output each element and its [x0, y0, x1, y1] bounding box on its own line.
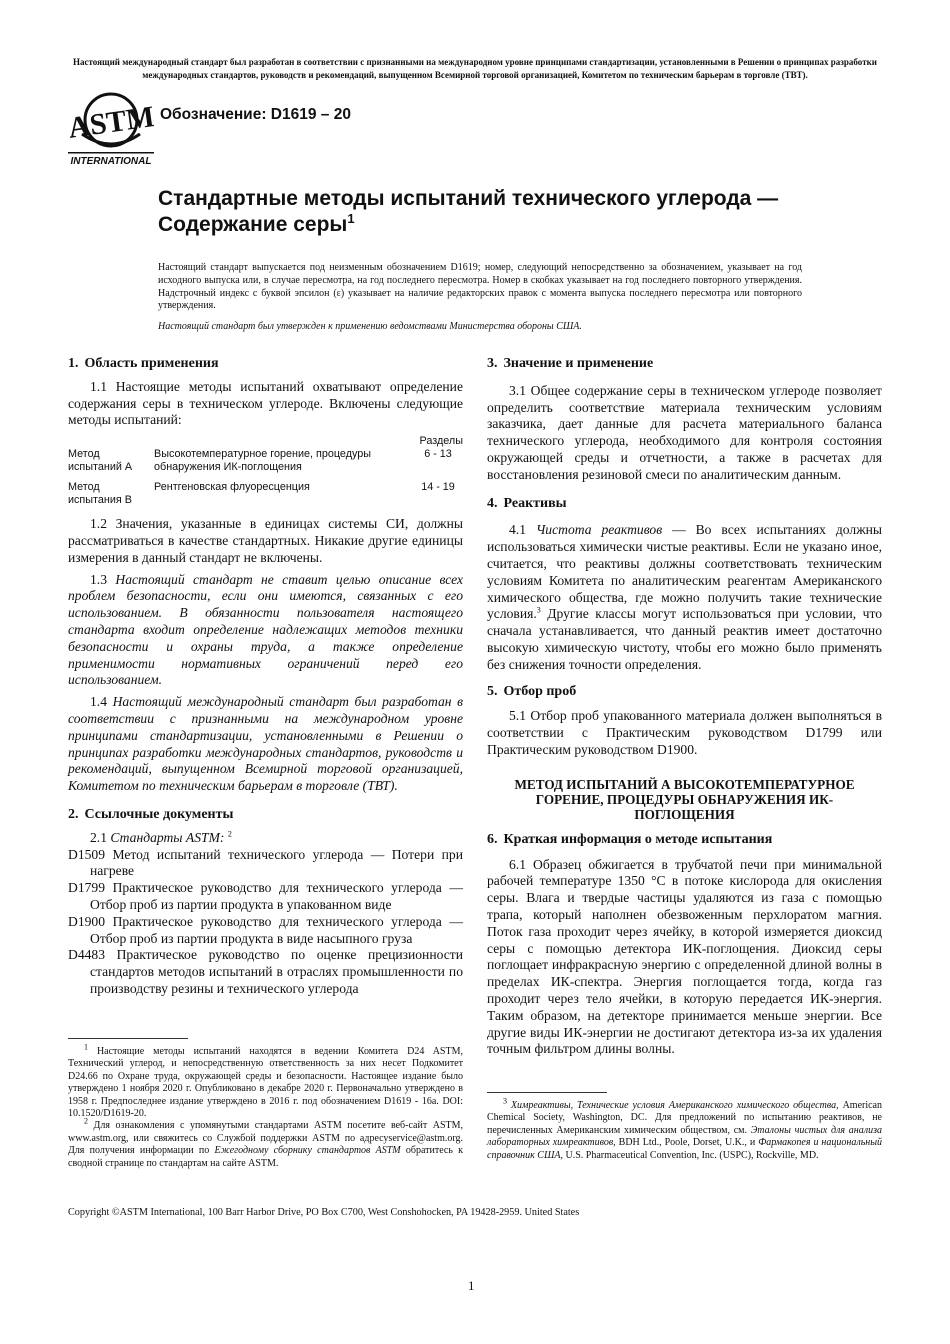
footnotes-left [68, 1042, 464, 1170]
paragraph-2-1: 2.1 Стандарты ASTM: $^2$ [90, 829, 232, 845]
footnote-rule-right [487, 1092, 607, 1093]
paragraph-6-1: 6.1 Образец обжигается в трубчатой печи при минимальной рабочей температуре 1350 °C в потоке кислорода для окисления серы. Влага и твердые частицы удаляются из газа с помощью трапа, который наполнен обезвоженным перхлоратом магния. Поток газа проходит через ячейку, в которой измеряется диоксид серы с помощью детектора ИК-поглощения. Диоксид серы поглощает инфракрасную энергию с определенной длиной волны в пределах ИК-спектра. Энергия поглощается тогда, когда газ проходит через тело ячейки, в которую передается ИК-энергия. Таким образом, на детекторе принимается меньше энергии. Все другие виды ИК-энергии не достигают детектора из-за их удаления точным фильтром длины волны. [487, 856, 882, 1057]
approval-note: Настоящий стандарт был утвержден к применению ведомствами Министерства обороны США. [158, 321, 582, 332]
methods-table [68, 435, 463, 507]
left-column [68, 356, 463, 998]
footnote-1: $^1$ Настоящие методы испытаний находятся в ведении Комитета D24 ASTM, Технический углерод, и непосредственную ответственность за них несет Подкомитет D24.66 по Охране труда, окружающей среды и безопасности. Настоящее издание было утверждено 1 ноября 2020 г. Опубликовано в декабре 2020 г. Первоначально утверждено в 1958 г. Предпоследнее издание утверждено в 2016 г. под обозначением D1619 - 16a. DOI: 10.1520/D1619-20. [68, 1042, 463, 1120]
copyright-line: Copyright ©ASTM International, 100 Barr Harbor Drive, PO Box C700, West Conshohocken, PA 19428-2959. United States [68, 1207, 580, 1218]
paragraph-3-1: 3.1 Общее содержание серы в техническом углероде позволяет определить соответствие материала техническим условиям заказчика, дает данные для расчета материального баланса технического углерода, необходимого для контроля состояния окружающей среды и отчетности, а также в расчетах для восстановления резиновой смеси по аналитическим данным. [487, 382, 882, 482]
methods-table-header [68, 435, 463, 448]
reference-d1900: D1900 Практическое руководство для технического углерода — Отбор проб из партии продукта в виде насыпного груза [68, 913, 463, 946]
reference-d1799: D1799 Практическое руководство для технического углерода — Отбор проб из партии продукта в упакованном виде [68, 880, 463, 912]
page-number: 1 [468, 1278, 475, 1293]
paragraph-4-1: 4.1 Чистота реактивов — Во всех испытаниях должны использоваться химически чистые реактивы. Если не указано иное, считается, что реактивы должны соответствовать техническим условиям Комитета по аналитическим реагентам Американского химического общества, где можно получить такие технические условия.$^3$ Другие классы могут использоваться при условии, что сначала устанавливается, что данный реактив имеет достаточно высокую химическую чистоту, чтобы его можно было применять без снижения точности определения. [487, 522, 883, 672]
reference-d1509: D1509 Метод испытаний технического углерода — Потери при нагреве [68, 846, 464, 879]
footnote-rule-left [68, 1038, 188, 1039]
right-column [487, 356, 882, 1058]
section-1-heading: 1. Область применения [68, 356, 219, 371]
section-2-heading: 2. Ссылочные документы [68, 806, 234, 822]
method-a-heading: МЕТОД ИСПЫТАНИЙ А ВЫСОКОТЕМПЕРАТУРНОЕ ГОРЕНИЕ, ПРОЦЕДУРЫ ОБНАРУЖЕНИЯ ИК-ПОГЛОЩЕНИЯ [514, 776, 855, 822]
section-5-heading: 5. Отбор проб [487, 683, 577, 699]
footnote-2: $^2$ Для ознакомления с упомянутыми стандартами ASTM посетите веб-сайт ASTM, www.astm.org, или свяжитесь со Службой поддержки ASTM по адресуservice@astm.org. Для получения информации по Ежегодному сборнику стандартов ASTM обратитесь к сводной странице по стандартам на сайте ASTM. [68, 1117, 464, 1169]
astm-international-logo [68, 88, 154, 166]
designation: Обозначение: D1619 – 20 [160, 106, 351, 123]
paragraph-1-4: 1.4 Настоящий международный стандарт был разработан в соответствии с признанными на международном уровне принципами стандартизации, установленными в Решении о принципах разработки международных стандартов, руководств и рекомендаций, выпущенном Всемирной торговой организацией, Комитетом по техническим барьерам в торговле (ТВТ). [68, 694, 464, 794]
table-row: Метод испытания В Рентгеновская флуоресценция 14 - 19 [68, 481, 455, 507]
title-footnote-ref: 1 [347, 211, 355, 226]
astm-logo [68, 88, 154, 166]
section-4-heading: 4. Реактивы [487, 495, 567, 511]
paragraph-1-2: 1.2 Значения, указанные в единицах системы СИ, должны рассматриваться в качестве стандартных. Никакие другие единицы измерения в данный стандарт не включены. [68, 516, 463, 565]
section-3-heading: 3. Значение и применение [487, 356, 654, 371]
footnote-3: $^3$ Химреактивы, Технические условия Американского химического общества, American Chemical Society, Washington, DC. Для предложений по испытанию реактивов, не перечисленных Американским химическим обществом, см. Эталоны чистых для анализа лабораторных химреактивов, BDH Ltd., Poole, Dorset, U.K., и Фармакопея и национальный справочник США, U.S. Pharmaceutical Convention, Inc. (USPC), Rockville, MD. [487, 1096, 883, 1161]
section-6-heading: 6. Краткая информация о методе испытания [487, 831, 773, 847]
svg-text:ASTM: ASTM [68, 100, 154, 145]
paragraph-1-1: 1.1 Настоящие методы испытаний охватывают определение содержания серы в техническом углероде. Включены следующие методы испытаний: [68, 378, 463, 428]
svg-text:INTERNATIONAL: INTERNATIONAL [70, 156, 152, 166]
sections-header: Разделы [419, 435, 463, 448]
document-title [158, 186, 878, 238]
intro-paragraph: Настоящий стандарт выпускается под неизменным обозначением D1619; номер, следующий непосредственно за обозначением, указывает на год исходного выпуска или, в случае пересмотра, на год последнего пересмотра. Номер в скобках указывает на год последнего повторного утверждения. Надстрочный индекс с буквой эпсилон (ε) указывает на наличие редакторских правок с момента выпуска последнего пересмотра или повторного утверждения. [158, 262, 802, 312]
title-text: Стандартные методы испытаний технического углерода — Содержание серы [158, 187, 779, 236]
paragraph-5-1: 5.1 Отбор проб упакованного материала должен выполняться в соответствии с Практическим руководством D1799 или Практическим руководством D1900. [487, 708, 882, 757]
header-note: Настоящий международный стандарт был разработан в соответствии с признанными на международном уровне принципами стандартизации, установленными в Решении о принципах разработки международных стандартов, руководств и рекомендаций, выпущенном Всемирной торговой организацией, Комитетом по техническим барьерам в торговле (ТВТ). [73, 57, 877, 80]
table-row: Метод испытаний А Высокотемпературное горение, процедуры обнаружения ИК-поглощения 6 - 13 [68, 448, 452, 474]
paragraph-1-3: 1.3 Настоящий стандарт не ставит целью описание всех проблем безопасности, если они имеются, связанных с его использованием. В обязанности пользователя настоящего стандарта входит определение надлежащих методов техники безопасности и охраны труда, а также определение применимости нормативных ограничений перед его использованием. [68, 571, 464, 688]
reference-d4483: D4483 Практическое руководство по оценке прецизионности стандартов методов испытаний в отраслях промышленности по производству резины и технического углерода [68, 947, 463, 996]
